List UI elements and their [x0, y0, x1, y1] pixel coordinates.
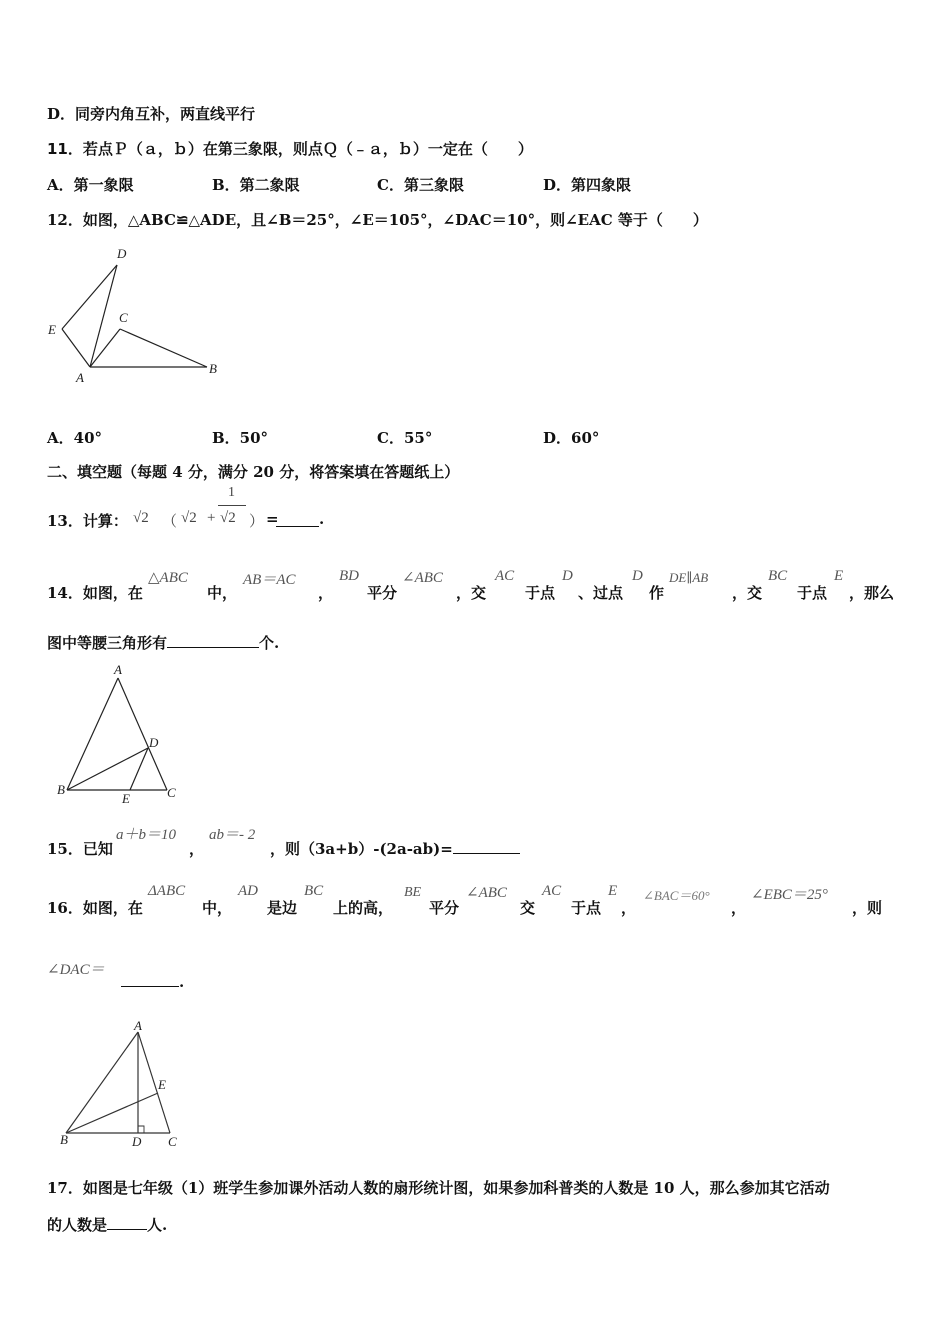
q15-m1: a＋b＝10: [116, 827, 177, 843]
q14-line2: [47, 632, 279, 653]
q14-t6: 、过点: [578, 584, 624, 602]
q16-m9: ∠EBC＝25°: [751, 887, 828, 903]
q15-t2: [270, 838, 520, 859]
q13-answer-blank: [276, 512, 319, 527]
q16-t1: 中，: [202, 899, 233, 917]
q14-m1: △ABC: [148, 570, 188, 586]
q13-sqrt: √2: [133, 510, 149, 526]
q12-option-b: B．50°: [212, 429, 269, 447]
q16-t6: 于点: [571, 899, 602, 917]
q12-option-a: A．40°: [47, 429, 103, 447]
q12-seg-cb: [120, 329, 207, 367]
q16-line2-end-text: .: [179, 973, 185, 991]
q14-m10: E: [834, 568, 844, 584]
q16-m2: AD: [238, 883, 258, 899]
q16-m7: E: [608, 883, 618, 899]
q10-option-d: D．同旁内角互补，两直线平行: [47, 105, 256, 123]
q17-line2-prefix: 的人数是: [47, 1216, 108, 1234]
q14-t9: 于点: [797, 584, 828, 602]
q17-answer-blank: [107, 1215, 147, 1230]
q14-label-c: C: [167, 785, 176, 800]
q17-line1: 17．如图是七年级（1）班学生参加课外活动人数的扇形统计图，如果参加科普类的人数是 10 人，那么参加其它活动: [47, 1179, 830, 1197]
q14-line2-suffix: 个.: [259, 634, 280, 652]
q14-t2: ，: [318, 584, 334, 602]
q16-m1: ΔABC: [148, 883, 186, 899]
q14-m2: AB＝AC: [243, 572, 296, 588]
q15-t1: ，: [189, 840, 205, 858]
q12-text: 12．如图，△ABC≌△ADE，且∠B＝25°，∠E＝105°，∠DAC＝10°，则∠EAC 等于（ ）: [47, 211, 708, 229]
q11-option-d: D．第四象限: [543, 176, 632, 194]
q11-option-b: B．第二象限: [212, 176, 300, 194]
q12-label-d: D: [117, 246, 127, 261]
q14-t4: ，交: [456, 584, 487, 602]
q14-num: 14．如图，在: [47, 584, 143, 602]
q14-t3: 平分: [367, 584, 398, 602]
q14-m8: DE∥AB: [669, 570, 709, 585]
q16-label-e: E: [158, 1077, 166, 1092]
q15-num: 15．已知: [47, 840, 113, 858]
q16-line2-math: ∠DAC＝: [47, 962, 105, 978]
q13-lparen: （: [162, 514, 178, 530]
q16-t7: ，: [621, 899, 637, 917]
q12-option-d: D．60°: [543, 429, 600, 447]
q12-label-e: E: [48, 322, 56, 337]
q16-num: 16．如图，在: [47, 899, 143, 917]
q16-t8: ，: [731, 899, 747, 917]
q16-m3: BC: [304, 883, 324, 899]
q11-text: 11．若点Ｐ（ａ，ｂ）在第三象限，则点Ｑ（﹣ａ，ｂ）一定在（ ）: [47, 140, 533, 158]
q13-rparen: ）: [249, 514, 265, 530]
q14-m6: D: [562, 568, 573, 584]
q16-t5: 交: [520, 899, 536, 917]
q13-prefix: 13．计算：: [47, 512, 128, 530]
q14-t7: 作: [649, 584, 665, 602]
q16-label-c: C: [168, 1134, 177, 1149]
q14-m4: ∠ABC: [402, 570, 443, 586]
q14-m9: BC: [768, 568, 788, 584]
q14-t10: ，那么: [849, 584, 895, 602]
q12-label-b: B: [209, 361, 217, 376]
q16-figure: [52, 1020, 192, 1155]
q12-label-c: C: [119, 310, 128, 325]
q12-figure: [40, 240, 240, 390]
q14-label-d: D: [149, 735, 159, 750]
q14-seg-ac: [118, 678, 167, 790]
q14-m3: BD: [339, 568, 359, 584]
q14-seg-bd: [67, 748, 148, 790]
q16-answer-blank: [121, 972, 179, 987]
q16-t9: ，则: [852, 899, 883, 917]
q16-label-b: B: [60, 1132, 68, 1147]
q17-line2-suffix: 人.: [147, 1216, 168, 1234]
q11-option-a: A．第一象限: [47, 176, 134, 194]
q12-seg-ea: [62, 329, 90, 367]
q13-inner1: √2: [181, 510, 197, 526]
q15-answer-blank: [453, 839, 520, 854]
q13-frac-den: √2: [220, 510, 236, 526]
q14-m7: D: [632, 568, 643, 584]
q16-m4: BE: [404, 885, 422, 900]
q14-figure: [50, 660, 190, 810]
section2-title: 二、填空题（每题 4 分，满分 20 分，将答案填在答题纸上）: [47, 463, 460, 481]
q17-line2: [47, 1214, 167, 1235]
q16-t4: 平分: [429, 899, 460, 917]
q16-line2-end: [121, 972, 184, 991]
q13-frac-bar: [218, 505, 246, 506]
q16-label-a: A: [134, 1020, 142, 1033]
q13-equals: =: [266, 510, 279, 528]
q12-label-a: A: [76, 370, 84, 385]
q13-plus: +: [207, 510, 216, 526]
q15-t2-text: ，则（3a+b）-(2a-ab)=: [270, 840, 453, 858]
q14-m5: AC: [495, 568, 515, 584]
q16-label-d: D: [132, 1134, 142, 1149]
q16-t2: 是边: [267, 899, 298, 917]
q11-option-c: C．第三象限: [377, 176, 464, 194]
q14-t5: 于点: [525, 584, 556, 602]
q15-m2: ab＝- 2: [209, 827, 256, 843]
q14-label-e: E: [122, 791, 130, 806]
q14-label-a: A: [114, 662, 122, 677]
q16-m5: ∠ABC: [466, 885, 507, 901]
q14-t1: 中，: [207, 584, 238, 602]
q16-right-angle: [138, 1126, 144, 1133]
q14-line2-prefix: 图中等腰三角形有: [47, 634, 168, 652]
q14-t8: ，交: [732, 584, 763, 602]
q12-option-c: C．55°: [377, 429, 433, 447]
q13-end: .: [319, 510, 325, 528]
q16-m8: ∠BAC＝60°: [643, 888, 710, 903]
q16-t3: 上的高，: [333, 899, 394, 917]
q14-answer-blank: [167, 633, 259, 648]
q14-seg-ab: [67, 678, 118, 790]
q13-frac-num: 1: [228, 485, 235, 500]
q14-label-b: B: [57, 782, 65, 797]
q14-seg-de: [130, 748, 148, 790]
q16-m6: AC: [542, 883, 562, 899]
